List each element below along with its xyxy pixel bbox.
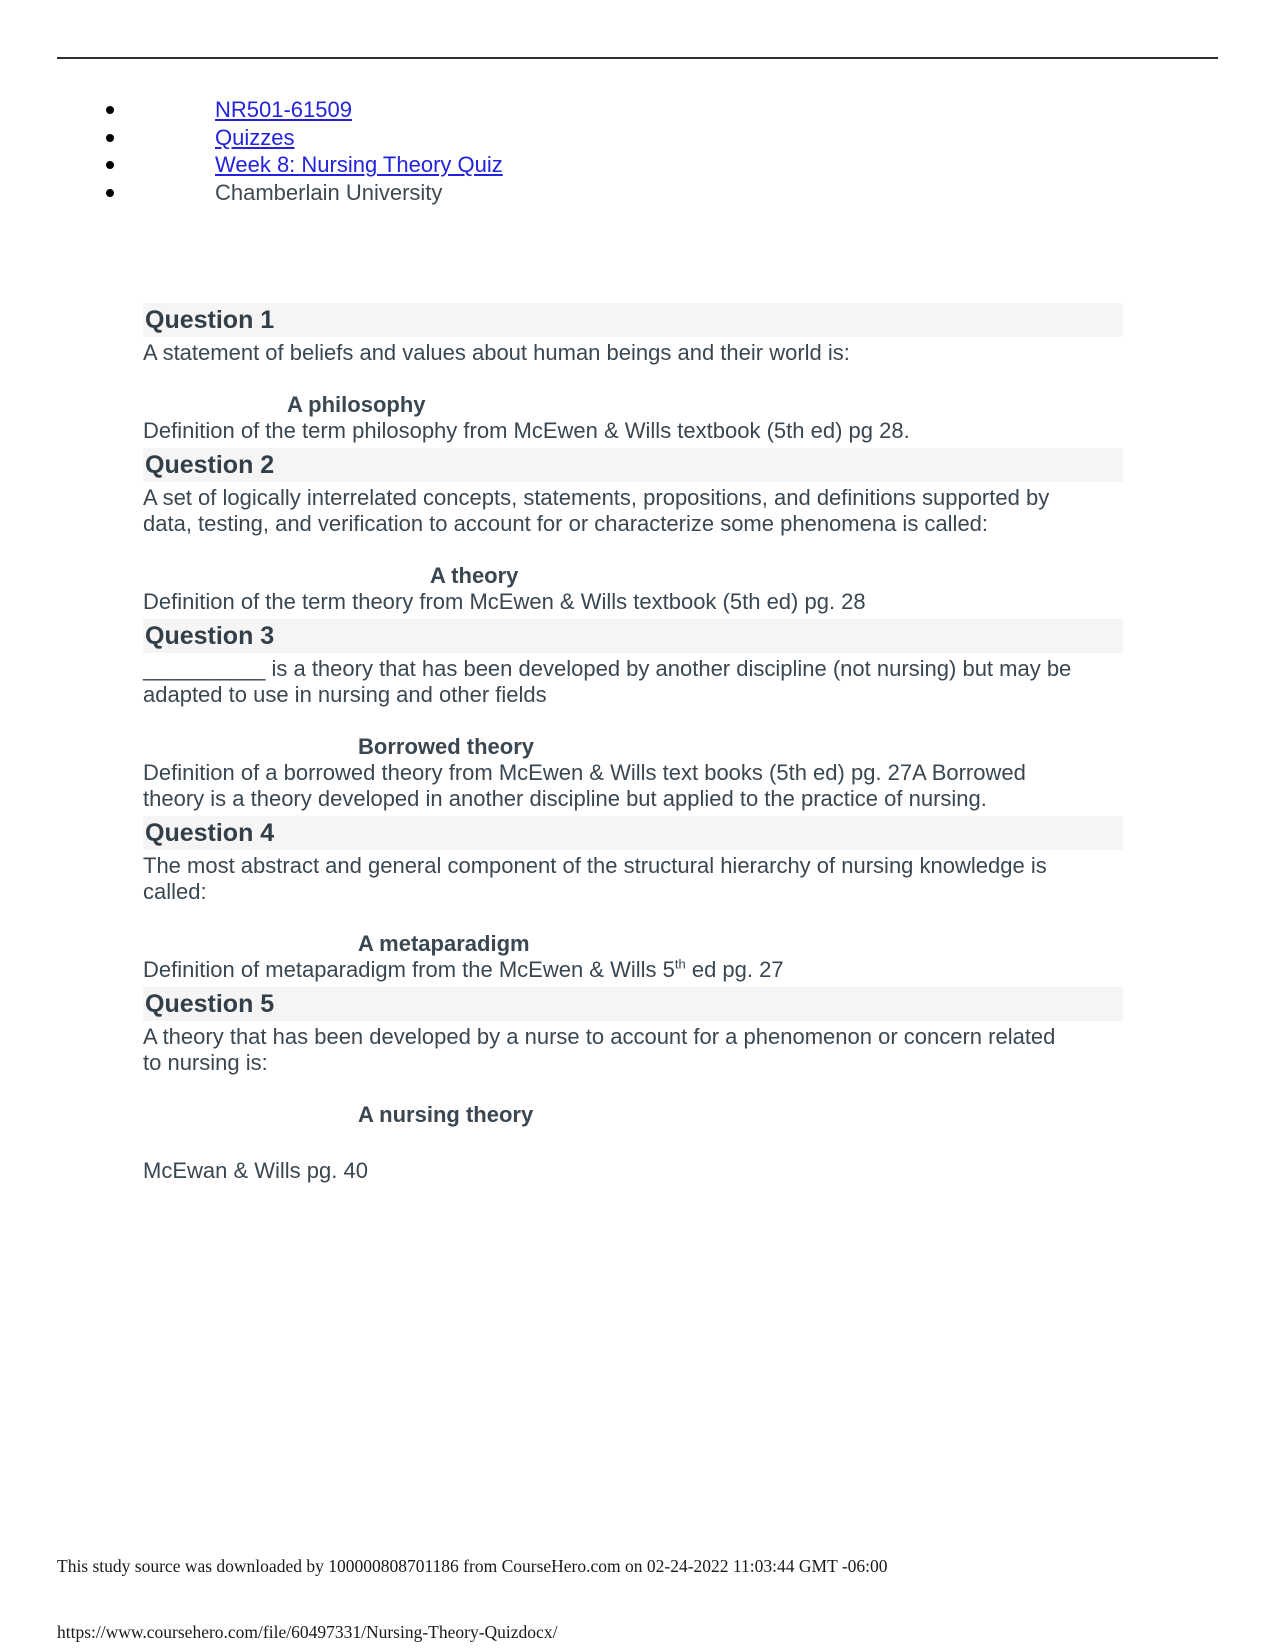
question-1-prompt: A statement of beliefs and values about human beings and their world is: [143,340,850,365]
university-name: Chamberlain University [215,179,443,205]
quizzes-link[interactable]: Quizzes [215,124,295,150]
week8-quiz-link[interactable]: Week 8: Nursing Theory Quiz [215,152,503,178]
question-2-explanation: Definition of the term theory from McEwen & Wills textbook (5th ed) pg. 28 [143,589,866,614]
nav-item-quizzes [103,124,503,152]
question-3-explanation: Definition of a borrowed theory from McEwen & Wills text books (5th ed) pg. 27A Borrowed theory is a theory developed in another discipline but applied to the practice of nursing. [143,760,1026,811]
question-2-section [143,448,1123,615]
quiz-content [143,303,1123,1188]
download-notice: This study source was downloaded by 100000808701186 from CourseHero.com on 02-24-2022 11:03:44 GMT -06:00 [57,1556,888,1576]
question-1-explanation: Definition of the term philosophy from McEwen & Wills textbook (5th ed) pg 28. [143,418,910,443]
question-5-reference: McEwan & Wills pg. 40 [143,1158,368,1183]
question-1-title: Question 1 [143,303,1123,337]
question-4-title: Question 4 [143,816,1123,850]
question-5-answer: A nursing theory [358,1102,534,1127]
course-link[interactable]: NR501-61509 [215,97,352,122]
nav-item-week8-quiz [103,151,503,179]
question-2-prompt: A set of logically interrelated concepts, statements, propositions, and definitions supported by data, testing, and verification to account for or characterize some phenomena is called: [143,485,1050,536]
question-4-prompt: The most abstract and general component of the structural hierarchy of nursing knowledge is called: [143,853,1047,904]
question-4-explanation [143,957,1073,983]
question-3-title: Question 3 [143,619,1123,653]
question-5-title: Question 5 [143,987,1123,1021]
question-2-title: Question 2 [143,448,1123,482]
question-3-section [143,619,1123,812]
question-3-answer: Borrowed theory [358,734,535,759]
nav-item-university [103,179,503,207]
explanation-text: Definition of metaparadigm from the McEwen & Wills 5 [143,957,675,982]
question-2-answer: A theory [430,563,519,588]
nav-item-course [103,96,503,124]
top-divider [57,57,1218,59]
question-1-answer: A philosophy [287,392,426,417]
source-url: https://www.coursehero.com/file/60497331/Nursing-Theory-Quizdocx/ [57,1622,558,1642]
question-4-section [143,816,1123,983]
explanation-text: ed pg. 27 [685,957,784,982]
question-5-prompt: A theory that has been developed by a nurse to account for a phenomenon or concern related to nursing is: [143,1024,1056,1075]
superscript-th: th [674,956,686,972]
question-5-section [143,987,1123,1184]
breadcrumb-list [103,96,503,206]
question-1-section [143,303,1123,444]
question-4-answer: A metaparadigm [358,931,530,956]
question-3-prompt: __________ is a theory that has been developed by another discipline (not nursing) but may be adapted to use in nursing and other fields [143,656,1072,707]
